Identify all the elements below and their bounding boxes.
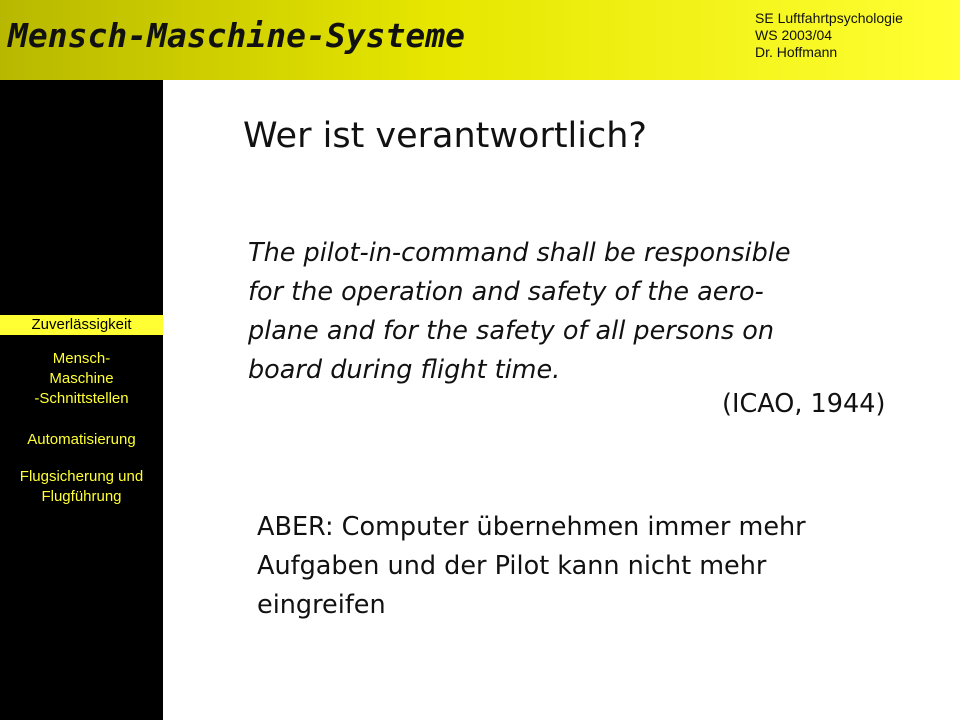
semester: WS 2003/04 <box>755 27 833 43</box>
aber-statement <box>257 508 957 625</box>
quote-line: for the operation and safety of the aero- <box>248 277 764 307</box>
sidebar-item-label: -Schnittstellen <box>34 390 129 407</box>
icao-quote <box>248 234 948 390</box>
sidebar-item-label: Maschine <box>49 370 114 387</box>
body-line: ABER: Computer übernehmen immer mehr <box>257 512 806 542</box>
sidebar-nav <box>0 80 163 720</box>
sidebar-item-mensch-maschine-schnittstellen[interactable] <box>0 349 163 409</box>
sidebar-item-label: Zuverlässigkeit <box>31 316 132 333</box>
header-meta <box>755 10 903 61</box>
body-line: eingreifen <box>257 590 386 620</box>
quote-line: board during flight time. <box>248 355 561 385</box>
quote-line: The pilot-in-command shall be responsible <box>248 238 791 268</box>
sidebar-item-zuverlaessigkeit[interactable] <box>0 315 163 335</box>
slide-header <box>0 0 960 80</box>
body-line: Aufgaben und der Pilot kann nicht mehr <box>257 551 767 581</box>
sidebar-item-label: Flugführung <box>41 488 122 505</box>
quote-citation: (ICAO, 1944) <box>722 389 886 419</box>
sidebar-item-label: Automatisierung <box>27 431 136 448</box>
lecturer: Dr. Hoffmann <box>755 44 838 60</box>
slide-title: Wer ist verantwortlich? <box>243 116 648 156</box>
course-name: SE Luftfahrtpsychologie <box>755 10 903 26</box>
sidebar-item-label: Mensch- <box>52 350 111 367</box>
sidebar-item-label: Flugsicherung und <box>19 468 144 485</box>
header-title: Mensch-Maschine-Systeme <box>8 16 465 55</box>
sidebar-item-automatisierung[interactable] <box>0 430 163 450</box>
sidebar-item-flugsicherung[interactable] <box>0 467 163 507</box>
quote-line: plane and for the safety of all persons on <box>248 316 774 346</box>
